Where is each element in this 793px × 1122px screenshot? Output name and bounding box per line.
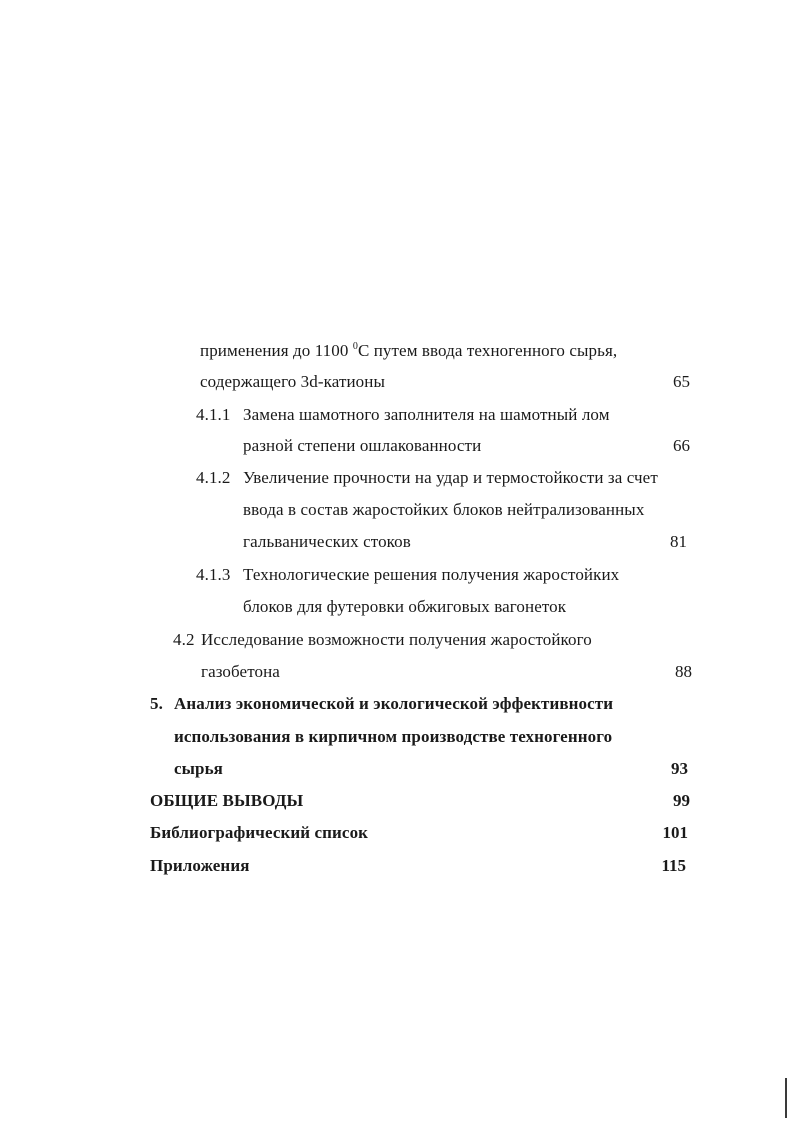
toc-chapter-5-title-line-3: сырья xyxy=(174,759,223,778)
toc-entry-4-1-1-page-number: 66 xyxy=(673,436,690,455)
toc-entry-4-page-number: 65 xyxy=(673,372,690,391)
degree-superscript: 0 xyxy=(352,341,358,352)
toc-chapter-5-page-number: 93 xyxy=(671,759,688,778)
toc-chapter-5-number: 5. xyxy=(150,694,163,713)
toc-bibliography-page-number: 101 xyxy=(662,823,688,842)
toc-entry-4-1-1-title-line-2: разной степени ошлакованности xyxy=(243,436,482,455)
toc-entry-4-1-2-title-line-1: Увеличение прочности на удар и термостойкости за счет xyxy=(243,468,658,487)
toc-entry-4-continuation-text-b: С путем ввода техногенного сырья, xyxy=(357,341,618,360)
toc-bibliography-label: Библиографический список xyxy=(150,823,369,842)
toc-entry-4-1-1-number: 4.1.1 xyxy=(196,405,231,424)
toc-entry-4-1-3-title-line-2: блоков для футеровки обжиговых вагонеток xyxy=(243,597,567,616)
toc-conclusions-page-number: 99 xyxy=(673,791,690,810)
toc-entry-4-1-3-number: 4.1.3 xyxy=(196,565,231,584)
toc-entry-4-2-title-line-1: Исследование возможности получения жаростойкого xyxy=(201,630,592,649)
toc-entry-4-2-page-number: 88 xyxy=(675,662,692,681)
toc-entry-4-1-2-title-line-2: ввода в состав жаростойких блоков нейтрализованных xyxy=(243,500,645,519)
toc-entry-4-1-2-number: 4.1.2 xyxy=(196,468,231,487)
toc-entry-4-continuation-text-a: применения до 1100 xyxy=(200,341,353,360)
toc-appendices-label: Приложения xyxy=(150,856,250,875)
toc-entry-4-1-3-title-line-1: Технологические решения получения жаростойких xyxy=(243,565,620,584)
toc-conclusions-label: ОБЩИЕ ВЫВОДЫ xyxy=(150,791,304,810)
toc-entry-4-2-title-line-2: газобетона xyxy=(201,662,280,681)
toc-entry-4-continuation-line-2: содержащего 3d-катионы xyxy=(200,372,385,391)
toc-appendices-page-number: 115 xyxy=(661,856,686,875)
toc-chapter-5-title-line-2: использования в кирпичном производстве техногенного xyxy=(174,727,613,746)
toc-entry-4-1-2-page-number: 81 xyxy=(670,532,687,551)
toc-chapter-5-title-line-1: Анализ экономической и экологической эффективности xyxy=(174,694,614,713)
toc-entry-4-2-number: 4.2 xyxy=(173,630,195,649)
toc-entry-4-continuation-line-1 xyxy=(200,340,617,362)
scan-edge-mark xyxy=(785,1078,787,1118)
toc-entry-4-1-2-title-line-3: гальванических стоков xyxy=(243,532,411,551)
toc-entry-4-1-1-title-line-1: Замена шамотного заполнителя на шамотный лом xyxy=(243,405,610,424)
